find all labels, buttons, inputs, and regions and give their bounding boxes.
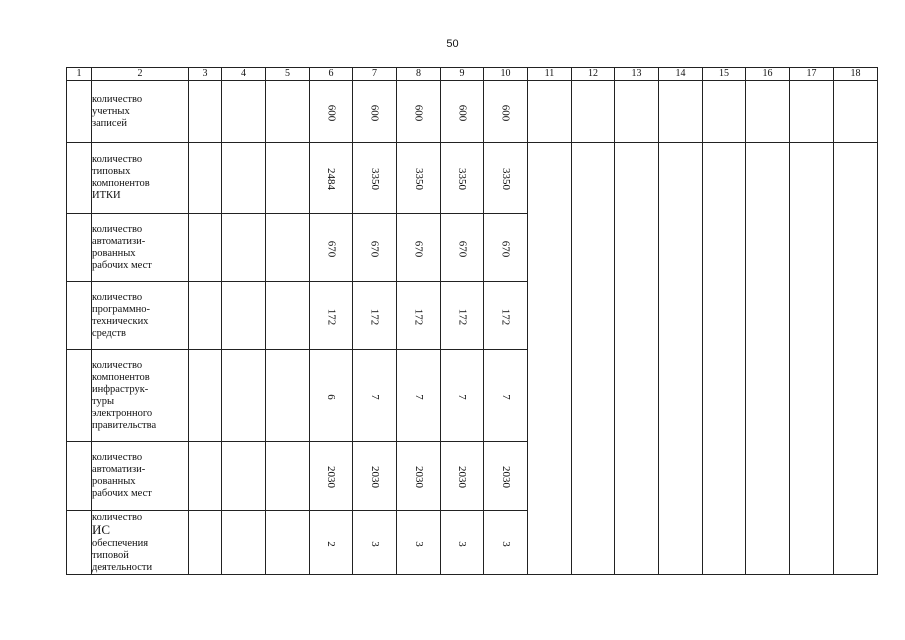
table-cell (266, 511, 310, 575)
table-cell (67, 282, 92, 350)
column-header: 1 (67, 68, 92, 81)
value-cell: 3 (353, 511, 397, 575)
merged-cell (703, 143, 746, 575)
value-cell: 670 (310, 214, 353, 282)
column-header: 18 (834, 68, 878, 81)
table-cell (572, 81, 615, 143)
table-cell (222, 511, 266, 575)
table-cell (222, 81, 266, 143)
table-cell (834, 81, 878, 143)
column-header: 9 (441, 68, 484, 81)
value-cell: 3 (484, 511, 528, 575)
table-cell (222, 214, 266, 282)
value-cell: 670 (353, 214, 397, 282)
table-cell (746, 81, 790, 143)
value-cell: 2030 (441, 442, 484, 511)
value-cell: 600 (310, 81, 353, 143)
value-cell: 7 (441, 350, 484, 442)
data-table (66, 67, 878, 575)
table-cell (222, 143, 266, 214)
page-number: 50 (446, 38, 459, 50)
table-cell (67, 214, 92, 282)
value-cell: 7 (353, 350, 397, 442)
merged-cell (659, 143, 703, 575)
column-header: 6 (310, 68, 353, 81)
value-cell: 2484 (310, 143, 353, 214)
table-cell (67, 350, 92, 442)
value-cell: 172 (484, 282, 528, 350)
value-cell: 3350 (441, 143, 484, 214)
table-cell (266, 442, 310, 511)
table-cell (266, 81, 310, 143)
table-cell (189, 143, 222, 214)
table-cell (266, 350, 310, 442)
merged-cell (790, 143, 834, 575)
table-cell (189, 350, 222, 442)
value-cell: 172 (353, 282, 397, 350)
table-cell (703, 81, 746, 143)
table-row (67, 143, 878, 214)
table-cell (266, 214, 310, 282)
value-cell: 2030 (484, 442, 528, 511)
row-label: количество компонентов инфраструк- туры электронного правительства (92, 350, 189, 442)
row-label: количество автоматизи- рованных рабочих мест (92, 442, 189, 511)
column-header: 4 (222, 68, 266, 81)
value-cell: 670 (484, 214, 528, 282)
value-cell: 2030 (397, 442, 441, 511)
value-cell: 6 (310, 350, 353, 442)
column-header: 3 (189, 68, 222, 81)
value-cell: 7 (397, 350, 441, 442)
table-cell (222, 442, 266, 511)
value-cell: 600 (484, 81, 528, 143)
header-row (67, 68, 878, 81)
merged-cell (746, 143, 790, 575)
value-cell: 7 (484, 350, 528, 442)
table-cell (189, 282, 222, 350)
column-header: 8 (397, 68, 441, 81)
table-cell (615, 81, 659, 143)
column-header: 14 (659, 68, 703, 81)
value-cell: 3350 (397, 143, 441, 214)
column-header: 12 (572, 68, 615, 81)
table-cell (67, 143, 92, 214)
value-cell: 2 (310, 511, 353, 575)
column-header: 11 (528, 68, 572, 81)
merged-cell (834, 143, 878, 575)
table-cell (189, 214, 222, 282)
column-header: 10 (484, 68, 528, 81)
column-header: 17 (790, 68, 834, 81)
value-cell: 600 (441, 81, 484, 143)
table-cell (189, 442, 222, 511)
value-cell: 172 (310, 282, 353, 350)
table-row (67, 81, 878, 143)
merged-cell (572, 143, 615, 575)
column-header: 2 (92, 68, 189, 81)
value-cell: 600 (397, 81, 441, 143)
column-header: 16 (746, 68, 790, 81)
table-cell (67, 442, 92, 511)
table-cell (266, 282, 310, 350)
value-cell: 2030 (353, 442, 397, 511)
row-label: количество учетных записей (92, 81, 189, 143)
column-header: 5 (266, 68, 310, 81)
row-label: количество ИС обеспечения типовой деятельности (92, 511, 189, 575)
value-cell: 3350 (353, 143, 397, 214)
row-label: количество автоматизи- рованных рабочих мест (92, 214, 189, 282)
value-cell: 670 (441, 214, 484, 282)
table-cell (222, 282, 266, 350)
value-cell: 2030 (310, 442, 353, 511)
value-cell: 670 (397, 214, 441, 282)
row-label: количество программно- технических средств (92, 282, 189, 350)
value-cell: 600 (353, 81, 397, 143)
table-cell (189, 81, 222, 143)
table-cell (222, 350, 266, 442)
value-cell: 172 (397, 282, 441, 350)
merged-cell (615, 143, 659, 575)
row-label: количество типовых компонентов ИТКИ (92, 143, 189, 214)
table-cell (266, 143, 310, 214)
table-cell (67, 81, 92, 143)
column-header: 7 (353, 68, 397, 81)
value-cell: 3 (441, 511, 484, 575)
merged-cell (528, 143, 572, 575)
table-cell (790, 81, 834, 143)
table-cell (67, 511, 92, 575)
column-header: 15 (703, 68, 746, 81)
column-header: 13 (615, 68, 659, 81)
value-cell: 3350 (484, 143, 528, 214)
value-cell: 172 (441, 282, 484, 350)
value-cell: 3 (397, 511, 441, 575)
table-cell (528, 81, 572, 143)
table-cell (189, 511, 222, 575)
table-cell (659, 81, 703, 143)
